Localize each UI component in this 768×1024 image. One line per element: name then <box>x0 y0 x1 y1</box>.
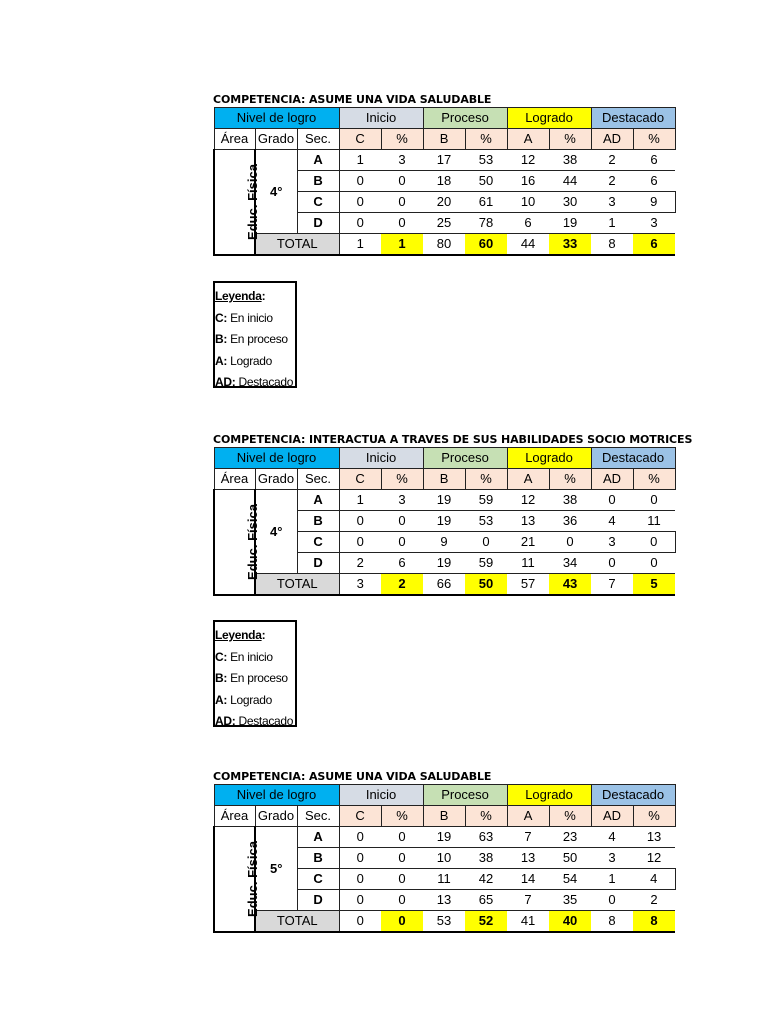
legend-box <box>213 281 297 388</box>
b-pct-value: 61 <box>465 192 507 213</box>
c-pct-value: 0 <box>381 511 423 532</box>
logrado-header: Logrado <box>507 108 591 129</box>
logro-table <box>213 447 676 596</box>
ad-pct-value: 0 <box>633 532 675 553</box>
area-col-header: Área <box>214 806 255 827</box>
destacado-header: Destacado <box>591 108 675 129</box>
legend-item <box>215 647 295 669</box>
grado-col-header: Grado <box>255 806 297 827</box>
b-pct-value: 59 <box>465 553 507 574</box>
a-col-header: A <box>507 469 549 490</box>
pct-col-header: % <box>549 129 591 150</box>
a-pct-value: 36 <box>549 511 591 532</box>
b-pct-value: 63 <box>465 827 507 848</box>
ad-value: 1 <box>591 869 633 890</box>
ad-value: 4 <box>591 511 633 532</box>
competencia-block-2 <box>213 432 693 596</box>
ad-value: 2 <box>591 171 633 192</box>
b-value: 17 <box>423 150 465 171</box>
b-value: 19 <box>423 827 465 848</box>
c-value: 0 <box>339 213 381 234</box>
pct-col-header: % <box>549 806 591 827</box>
sec-value: C <box>297 192 339 213</box>
sec-value: B <box>297 511 339 532</box>
b-value: 19 <box>423 553 465 574</box>
b-pct-value: 65 <box>465 890 507 911</box>
legend-code: B: <box>215 332 228 346</box>
total-ad: 8 <box>591 234 633 256</box>
ad-value: 0 <box>591 553 633 574</box>
legend-text: En proceso <box>227 332 288 346</box>
b-value: 18 <box>423 171 465 192</box>
a-value: 21 <box>507 532 549 553</box>
b-pct-value: 59 <box>465 490 507 511</box>
pct-col-header: % <box>465 129 507 150</box>
c-pct-value: 0 <box>381 171 423 192</box>
b-pct-value: 42 <box>465 869 507 890</box>
a-pct-value: 34 <box>549 553 591 574</box>
a-value: 16 <box>507 171 549 192</box>
total-b-pct: 60 <box>465 234 507 256</box>
a-value: 6 <box>507 213 549 234</box>
grado-col-header: Grado <box>255 129 297 150</box>
c-col-header: C <box>339 129 381 150</box>
total-row <box>214 234 675 256</box>
legend-code: B: <box>215 671 228 685</box>
ad-value: 3 <box>591 532 633 553</box>
c-col-header: C <box>339 469 381 490</box>
b-value: 19 <box>423 511 465 532</box>
legend-item <box>215 308 295 330</box>
nivel-de-logro-header: Nivel de logro <box>214 108 339 129</box>
legend-title: Leyenda <box>215 289 262 303</box>
legend-text: Destacado <box>235 714 294 728</box>
proceso-header: Proceso <box>423 448 507 469</box>
legend-item <box>215 690 295 712</box>
ad-value: 3 <box>591 848 633 869</box>
b-pct-value: 38 <box>465 848 507 869</box>
legend-code: AD: <box>215 375 236 389</box>
b-value: 10 <box>423 848 465 869</box>
total-b: 53 <box>423 911 465 933</box>
legend-box <box>213 620 297 727</box>
sec-value: B <box>297 848 339 869</box>
area-value: Educ. Física <box>244 841 260 917</box>
total-a-pct: 43 <box>549 574 591 596</box>
a-value: 12 <box>507 150 549 171</box>
c-value: 0 <box>339 192 381 213</box>
a-value: 13 <box>507 511 549 532</box>
legend-title-line <box>215 286 295 308</box>
legend-text: Logrado <box>227 353 273 368</box>
a-value: 14 <box>507 869 549 890</box>
total-a-pct: 33 <box>549 234 591 256</box>
nivel-de-logro-header: Nivel de logro <box>214 785 339 806</box>
ad-pct-value: 9 <box>633 192 675 213</box>
sec-col-header: Sec. <box>297 129 339 150</box>
b-pct-value: 0 <box>465 532 507 553</box>
total-label: TOTAL <box>255 234 339 256</box>
sec-value: A <box>297 827 339 848</box>
logro-table <box>213 784 676 933</box>
total-b: 80 <box>423 234 465 256</box>
b-pct-value: 78 <box>465 213 507 234</box>
competencia-block-1 <box>213 92 674 256</box>
legend-title: Leyenda <box>215 628 262 642</box>
competencia-block-3 <box>213 769 674 933</box>
total-c-pct: 0 <box>381 911 423 933</box>
nivel-de-logro-header: Nivel de logro <box>214 448 339 469</box>
legend-title-line <box>215 625 295 647</box>
total-a: 41 <box>507 911 549 933</box>
pct-col-header: % <box>381 129 423 150</box>
c-value: 2 <box>339 553 381 574</box>
proceso-header: Proceso <box>423 785 507 806</box>
ad-pct-value: 11 <box>633 511 675 532</box>
a-value: 7 <box>507 827 549 848</box>
c-value: 0 <box>339 890 381 911</box>
total-c: 0 <box>339 911 381 933</box>
a-pct-value: 23 <box>549 827 591 848</box>
c-value: 0 <box>339 848 381 869</box>
total-ad-pct: 6 <box>633 234 675 256</box>
sec-value: D <box>297 553 339 574</box>
area-value: Educ. Física <box>244 164 260 240</box>
pct-col-header: % <box>633 806 675 827</box>
b-pct-value: 50 <box>465 171 507 192</box>
legend-item <box>215 351 295 373</box>
ad-value: 0 <box>591 890 633 911</box>
grado-value: 4° <box>255 490 297 574</box>
ad-value: 0 <box>591 490 633 511</box>
total-b-pct: 50 <box>465 574 507 596</box>
legend-code: AD: <box>215 714 236 728</box>
a-pct-value: 50 <box>549 848 591 869</box>
pct-col-header: % <box>465 806 507 827</box>
ad-value: 2 <box>591 150 633 171</box>
c-value: 1 <box>339 150 381 171</box>
sec-col-header: Sec. <box>297 806 339 827</box>
table-row <box>214 490 675 511</box>
total-c-pct: 2 <box>381 574 423 596</box>
inicio-header: Inicio <box>339 108 423 129</box>
pct-col-header: % <box>633 469 675 490</box>
legend-text: En proceso <box>227 671 288 685</box>
legend-colon: : <box>261 628 266 642</box>
grado-value: 4° <box>255 150 297 234</box>
c-pct-value: 3 <box>381 150 423 171</box>
b-value: 13 <box>423 890 465 911</box>
column-header-row <box>214 469 675 490</box>
competencia-title: COMPETENCIA: INTERACTUA A TRAVES DE SUS HABILIDADES SOCIO MOTRICES <box>213 433 693 446</box>
ad-pct-value: 6 <box>633 171 675 192</box>
total-a: 44 <box>507 234 549 256</box>
total-c: 3 <box>339 574 381 596</box>
ad-pct-value: 13 <box>633 827 675 848</box>
legend-code: C: <box>215 649 228 664</box>
total-ad-pct: 8 <box>633 911 675 933</box>
b-pct-value: 53 <box>465 150 507 171</box>
inicio-header: Inicio <box>339 785 423 806</box>
sec-col-header: Sec. <box>297 469 339 490</box>
legend-text: En inicio <box>227 310 273 325</box>
total-label: TOTAL <box>255 574 339 596</box>
total-a-pct: 40 <box>549 911 591 933</box>
ad-pct-value: 4 <box>633 869 675 890</box>
total-b: 66 <box>423 574 465 596</box>
total-row <box>214 574 675 596</box>
nivel-header-row <box>214 108 675 129</box>
ad-value: 1 <box>591 213 633 234</box>
c-value: 0 <box>339 827 381 848</box>
area-cell <box>214 150 260 256</box>
b-value: 11 <box>423 869 465 890</box>
c-pct-value: 6 <box>381 553 423 574</box>
c-pct-value: 0 <box>381 890 423 911</box>
b-value: 19 <box>423 490 465 511</box>
a-pct-value: 38 <box>549 150 591 171</box>
sec-value: C <box>297 869 339 890</box>
ad-pct-value: 0 <box>633 490 675 511</box>
a-pct-value: 44 <box>549 171 591 192</box>
b-value: 25 <box>423 213 465 234</box>
c-pct-value: 0 <box>381 848 423 869</box>
a-pct-value: 54 <box>549 869 591 890</box>
a-pct-value: 0 <box>549 532 591 553</box>
sec-value: A <box>297 150 339 171</box>
b-col-header: B <box>423 806 465 827</box>
c-pct-value: 0 <box>381 532 423 553</box>
a-pct-value: 38 <box>549 490 591 511</box>
total-a: 57 <box>507 574 549 596</box>
inicio-header: Inicio <box>339 448 423 469</box>
sec-value: A <box>297 490 339 511</box>
ad-col-header: AD <box>591 129 633 150</box>
destacado-header: Destacado <box>591 448 675 469</box>
area-col-header: Área <box>214 129 255 150</box>
b-col-header: B <box>423 129 465 150</box>
grado-value: 5° <box>255 827 297 911</box>
competencia-title: COMPETENCIA: ASUME UNA VIDA SALUDABLE <box>213 93 492 106</box>
pct-col-header: % <box>549 469 591 490</box>
c-col-header: C <box>339 806 381 827</box>
total-c: 1 <box>339 234 381 256</box>
total-label: TOTAL <box>255 911 339 933</box>
total-c-pct: 1 <box>381 234 423 256</box>
total-ad: 8 <box>591 911 633 933</box>
legend-code: A: <box>215 692 228 707</box>
nivel-header-row <box>214 448 675 469</box>
total-ad-pct: 5 <box>633 574 675 596</box>
c-pct-value: 0 <box>381 869 423 890</box>
nivel-header-row <box>214 785 675 806</box>
legend-item <box>215 372 295 394</box>
c-value: 0 <box>339 869 381 890</box>
legend-item <box>215 668 295 690</box>
logro-table <box>213 107 676 256</box>
a-col-header: A <box>507 806 549 827</box>
a-value: 13 <box>507 848 549 869</box>
legend-code: C: <box>215 310 228 325</box>
b-value: 20 <box>423 192 465 213</box>
proceso-header: Proceso <box>423 108 507 129</box>
a-col-header: A <box>507 129 549 150</box>
c-value: 0 <box>339 171 381 192</box>
grado-col-header: Grado <box>255 469 297 490</box>
c-value: 0 <box>339 532 381 553</box>
c-value: 0 <box>339 511 381 532</box>
a-value: 10 <box>507 192 549 213</box>
area-col-header: Área <box>214 469 255 490</box>
ad-pct-value: 2 <box>633 890 675 911</box>
competencia-title: COMPETENCIA: ASUME UNA VIDA SALUDABLE <box>213 770 492 783</box>
legend-colon: : <box>261 289 266 303</box>
ad-pct-value: 12 <box>633 848 675 869</box>
sec-value: C <box>297 532 339 553</box>
pct-col-header: % <box>381 469 423 490</box>
a-value: 7 <box>507 890 549 911</box>
table-row <box>214 827 675 848</box>
legend-text: Logrado <box>227 692 273 707</box>
total-b-pct: 52 <box>465 911 507 933</box>
legend-text: Destacado <box>235 375 294 389</box>
c-value: 1 <box>339 490 381 511</box>
ad-value: 3 <box>591 192 633 213</box>
b-col-header: B <box>423 469 465 490</box>
area-cell <box>214 490 260 596</box>
c-pct-value: 0 <box>381 827 423 848</box>
logrado-header: Logrado <box>507 448 591 469</box>
sec-value: B <box>297 171 339 192</box>
ad-col-header: AD <box>591 469 633 490</box>
ad-pct-value: 3 <box>633 213 675 234</box>
c-pct-value: 0 <box>381 213 423 234</box>
destacado-header: Destacado <box>591 785 675 806</box>
area-value: Educ. Física <box>244 504 260 580</box>
a-pct-value: 30 <box>549 192 591 213</box>
legend-item <box>215 711 295 733</box>
ad-pct-value: 6 <box>633 150 675 171</box>
c-pct-value: 3 <box>381 490 423 511</box>
b-pct-value: 53 <box>465 511 507 532</box>
b-value: 9 <box>423 532 465 553</box>
column-header-row <box>214 129 675 150</box>
total-row <box>214 911 675 933</box>
a-value: 12 <box>507 490 549 511</box>
legend-item <box>215 329 295 351</box>
area-cell <box>214 827 260 933</box>
logrado-header: Logrado <box>507 785 591 806</box>
sec-value: D <box>297 890 339 911</box>
ad-col-header: AD <box>591 806 633 827</box>
a-pct-value: 19 <box>549 213 591 234</box>
pct-col-header: % <box>381 806 423 827</box>
legend-code: A: <box>215 353 228 368</box>
a-value: 11 <box>507 553 549 574</box>
sec-value: D <box>297 213 339 234</box>
c-pct-value: 0 <box>381 192 423 213</box>
pct-col-header: % <box>465 469 507 490</box>
a-pct-value: 35 <box>549 890 591 911</box>
column-header-row <box>214 806 675 827</box>
legend-text: En inicio <box>227 649 273 664</box>
total-ad: 7 <box>591 574 633 596</box>
ad-value: 4 <box>591 827 633 848</box>
table-row <box>214 150 675 171</box>
ad-pct-value: 0 <box>633 553 675 574</box>
pct-col-header: % <box>633 129 675 150</box>
